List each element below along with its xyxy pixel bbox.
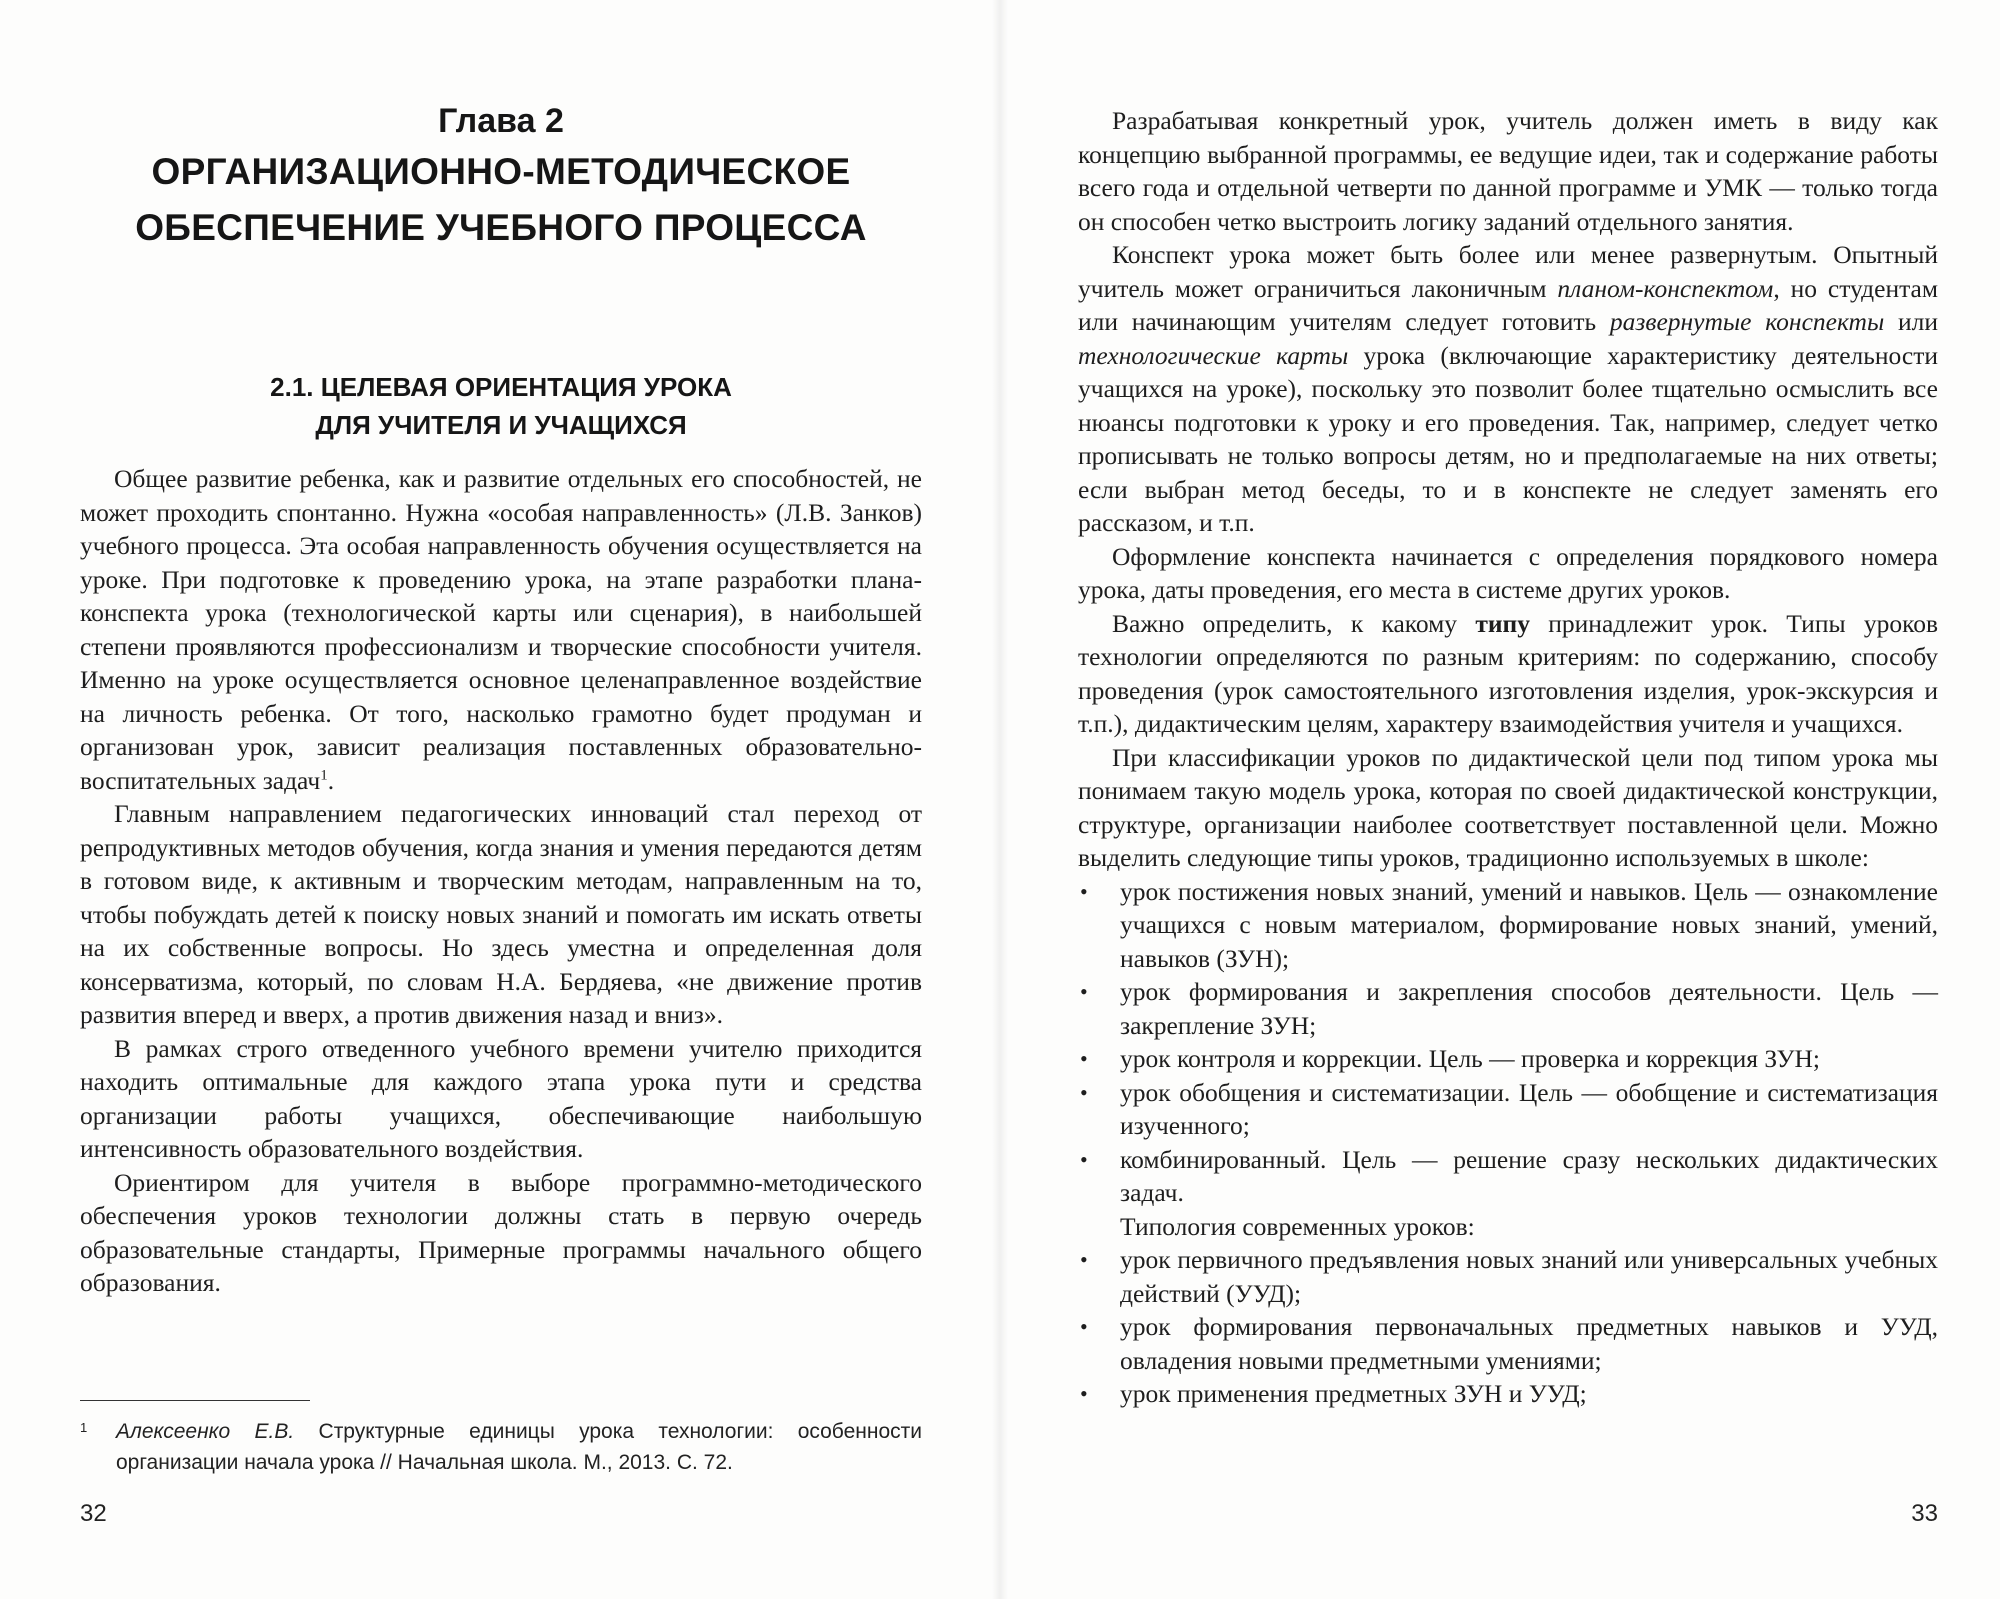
footnote-citation: Структурные единицы урока технологии: особенности организации начала урока // Начальная школа. М., 2013. С. 72. xyxy=(116,1420,922,1474)
list-item: • комбинированный. Цель — решение сразу нескольких дидактических задач. xyxy=(1078,1143,1938,1210)
list-item: • урок первичного предъявления новых знаний или универсальных учебных действий (УУД); xyxy=(1078,1243,1938,1310)
italic-term: технологические карты xyxy=(1078,340,1349,370)
paragraph: Оформление конспекта начинается с определения порядкового номера урока, даты проведения, его места в системе других уроков. xyxy=(1078,541,1938,604)
section-heading xyxy=(80,368,922,444)
chapter-title-line-1: ОРГАНИЗАЦИОННО-МЕТОДИЧЕСКОЕ xyxy=(151,151,851,192)
lesson-types-list xyxy=(1078,875,1938,1210)
paragraph: Ориентиром для учителя в выборе программно-методического обеспечения уроков технологии должны стать в первую очередь образовательные стандарты, Примерные программы начального общего образования. xyxy=(80,1167,922,1297)
paragraph-text: Важно определить, к какому xyxy=(1112,608,1476,638)
bold-term: типу xyxy=(1475,608,1530,638)
list-item: • урок формирования первоначальных предметных навыков и УУД, овладения новыми предметными умениями; xyxy=(1078,1310,1938,1377)
paragraph: Главным направлением педагогических инноваций стал переход от репродуктивных методов обучения, когда знания и умения передаются детям в готовом виде, к активным и творческим методам, направленным на то, чтобы побуждать детей к поиску новых знаний и помогать им искать ответы на их собственные вопросы. Но здесь уместна и определенная доля консерватизма, который, по словам Н.А. Бердяева, «не движение против развития вперед и вверх, а против движения назад и вниз». xyxy=(80,799,922,1029)
paragraph xyxy=(1078,607,1938,741)
paragraph-text: Конспект урока может быть более или менее развернутым. Опытный учитель может ограничиться лаконичным xyxy=(1078,240,1938,303)
left-body-text xyxy=(80,462,922,1300)
list-item: • урок контроля и коррекции. Цель — проверка и коррекция ЗУН; xyxy=(1078,1042,1938,1076)
footnote-reference: 1 xyxy=(320,767,328,783)
paragraph-text: или xyxy=(1884,307,1938,336)
section-title-line-2: ДЛЯ УЧИТЕЛЯ И УЧАЩИХСЯ xyxy=(315,410,687,440)
paragraph: Общее развитие ребенка, как и развитие отдельных его способностей, не может проходить спонтанно. Нужна «особая направленность» (Л.В. Занков) учебного процесса. Эта особая направленность обучения осуществляется на уроке. При подготовке к проведению урока, на этапе разработки плана-конспекта урока (технологической карты или сценария), в наибольшей степени проявляются профессионализм и творческие способности учителя. Именно на уроке осуществляется основное целенаправленное воздействие на личность ребенка. От того, насколько грамотно будет продуман и организован урок, зависит реализация поставленных образовательно-воспитательных задач$^1$. xyxy=(80,464,922,795)
list-item: • урок постижения новых знаний, умений и навыков. Цель — ознакомление учащихся с новым материалом, формирование новых знаний, умений, навыков (ЗУН); xyxy=(1078,875,1938,976)
paragraph-text: Общее развитие ребенка, как и развитие отдельных его способностей, не может проходить спонтанно. Нужна «особая направленность» (Л.В. Занков) учебного процесса. Эта особая направленность обучения осуществляется на уроке. При подготовке к проведению урока, на этапе разработки плана-конспекта урока (технологической карты или сценария), в наибольшей степени проявляются профессионализм и творческие способности учителя. Именно на уроке осуществляется основное целенаправленное воздействие на личность ребенка. От того, насколько грамотно будет продуман и организован урок, зависит реализация поставленных образовательно-воспитательных задач xyxy=(80,464,922,795)
chapter-heading xyxy=(80,98,922,256)
right-page xyxy=(1000,0,2000,1599)
footnote xyxy=(80,1416,922,1478)
right-body-text xyxy=(1078,104,1938,1411)
paragraph-text: , но студентам или начинающим учителям следует готовить xyxy=(1078,273,1938,336)
chapter-number: Глава 2 xyxy=(438,102,564,140)
italic-term: развернутые конспекты xyxy=(1609,307,1885,336)
paragraph: Разрабатывая конкретный урок, учитель должен иметь в виду как концепцию выбранной программы, ее ведущие идеи, так и содержание работы всего года и отдельной четверти по данной программе и УМК — только тогда он способен четко выстроить логику заданий отдельного занятия. xyxy=(1078,106,1938,236)
footnote-text xyxy=(116,1416,922,1478)
paragraph: При классификации уроков по дидактической цели под типом урока мы понимаем такую модель урока, которая по своей дидактической конструкции, структуре, организации наиболее соответствует поставленной цели. Можно выделить следующие типы уроков, традиционно используемых в школе: xyxy=(1078,742,1938,872)
page-number-right: 33 xyxy=(1911,1500,1938,1527)
page-number-left: 32 xyxy=(80,1500,107,1527)
section-title-line-1: 2.1. ЦЕЛЕВАЯ ОРИЕНТАЦИЯ УРОКА xyxy=(270,372,732,402)
list-item: • урок применения предметных ЗУН и УУД; xyxy=(1078,1377,1938,1411)
paragraph-text: принадлежит урок. Типы уроков технологии определяются по разным критериям: по содержанию, способу проведения (урок самостоятельного изготовления изделия, урок-экскурсия и т.п.), дидактическим целям, характеру взаимодействия учителя и учащихся. xyxy=(1078,608,1938,738)
list-item: • урок обобщения и систематизации. Цель — обобщение и систематизация изученного; xyxy=(1078,1076,1938,1143)
paragraph: В рамках строго отведенного учебного времени учителю приходится находить оптимальные для каждого этапа урока пути и средства организации работы учащихся, обеспечивающие наибольшую интенсивность образовательного воздействия. xyxy=(80,1033,922,1163)
typology-heading: Типология современных уроков: xyxy=(1120,1211,1475,1241)
paragraph-text: урока (включающие характеристику деятельности учащихся на уроке), поскольку это позволит более тщательно осмыслить все нюансы подготовки к уроку и его проведения. Так, например, следует четко прописывать не только вопросы детям, но и предполагаемые на них ответы; если выбран метод беседы, то и в конспекте не следует заменять его рассказом, и т.п. xyxy=(1078,340,1939,537)
paragraph xyxy=(1078,238,1938,540)
list-item: • урок формирования и закрепления способов деятельности. Цель — закрепление ЗУН; xyxy=(1078,975,1938,1042)
footnote-divider xyxy=(80,1400,310,1401)
footnote-mark: 1 xyxy=(80,1420,88,1435)
footnote-author: Алексеенко Е.В. xyxy=(116,1420,295,1443)
chapter-title-line-2: ОБЕСПЕЧЕНИЕ УЧЕБНОГО ПРОЦЕССА xyxy=(135,207,867,248)
modern-lessons-list xyxy=(1078,1243,1938,1411)
italic-term: планом-конспектом xyxy=(1557,273,1774,303)
